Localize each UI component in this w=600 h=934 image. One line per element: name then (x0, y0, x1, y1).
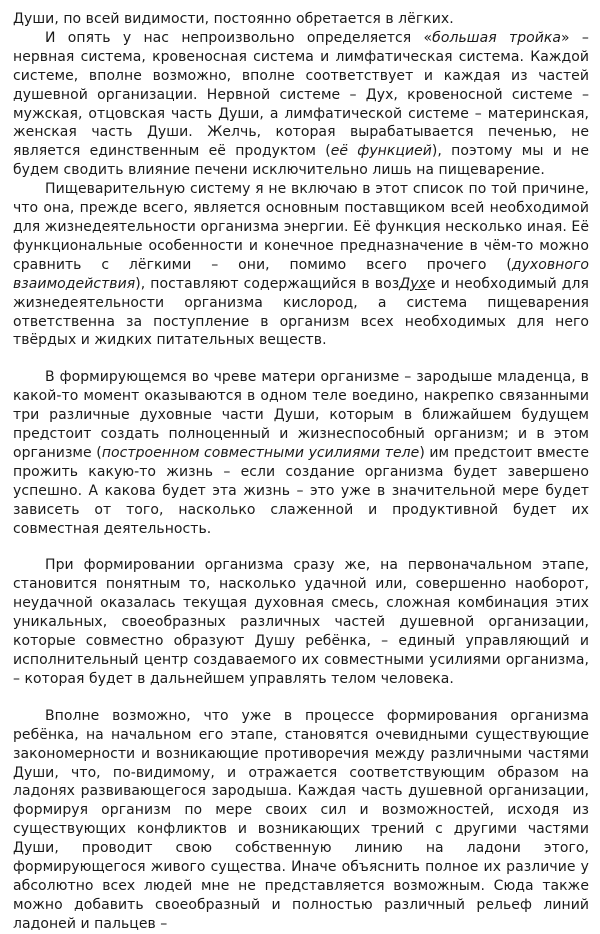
paragraph-digestive-system (13, 180, 589, 350)
emphasis-spiritual-interaction: духовного взаимодействия (13, 256, 589, 292)
text-run: ) им предстоит вместе прожить какую-то жизнь – если создание организма будет завершено успешно. А какова будет эта жизнь – это уже в значительной мере будет зависеть от того, насколько слаженной и продуктивной будет их совместная деятельность. (13, 444, 589, 537)
emphasis-big-three: большая тройка (432, 29, 562, 46)
emphasis-its-function: её функцией (330, 143, 432, 160)
paragraph-big-three (13, 29, 589, 180)
paragraph-continuation: Души, по всей видимости, постоянно обретается в лёгких. (13, 11, 454, 27)
text-run: ), поэтому мы и не будем сводить влияние печени исключительно лишь на пищеварение. (13, 143, 589, 179)
emphasis-built-body: построенном совместными усилиями теле (101, 444, 420, 461)
paragraph-formation: При формировании организма сразу же, на первоначальном этапе, становится понятным то, насколько удачной или, совершенно наоборот, неудачной оказалась текущая духовная смесь, сложная комбинация этих уникальных, своеобразных различных частей душевной организации, которые совместно образуют Душу ребёнка, – единый управляющий и исполнительный центр создаваемого их совместными усилиями организма, – которая будет в дальнейшем управлять телом человека. (13, 557, 589, 687)
text-run: В формирующемся во чреве матери организме – зародыше младенца, в какой-то момент оказываются в одном теле воедино, накрепко связанными три различные духовные части Души, которым в ближайшем будущем предстоит создать полноценный и жизнеспособный организм; и в этом организме ( (13, 369, 589, 461)
text-run: » – нервная система, кровеносная система и лимфатическая система. Каждой системе, вполне возможно, вполне соответствует и каждая из частей душевной организации. Нервной системе – Дух, кровеносной системе – мужская, отцовская часть Души, а лимфатической системе – материнская, женская часть Души. Желчь, которая вырабатывается печенью, не является единственным её продуктом ( (13, 29, 589, 160)
text-run: И опять у нас непроизвольно определяется « (45, 29, 433, 46)
text-run: ), поставляют содержащийся в воз (135, 275, 400, 292)
emphasis-spirit-word: Дух (399, 275, 427, 292)
text-run: е и необходимый для жизнедеятельности организма кислород, а система пищеварения ответственна за поступление в организм всех необходимых для него твёрдых и жидких питательных веществ. (13, 275, 589, 349)
text-run: Пищеварительную систему я не включаю в этот список по той причине, что она, прежде всего, является основным поставщиком всей необходимой для жизнедеятельности организма энергии. Её функция несколько иная. Её функциональные особенности и конечное предназначение в чём-то можно сравнить с лёгкими – они, помимо всего прочего ( (13, 181, 589, 273)
document-page (13, 10, 589, 934)
paragraph-palms: Вполне возможно, что уже в процессе формирования организма ребёнка, на начальном его этапе, становятся очевидными существующие закономерности и возникающие противоречия между различными частями Души, что, по-видимому, и отражается соответствующим образом на ладонях развивающегося зародыша. Каждая часть душевной организации, формируя организм по мере своих сил и возможностей, исходя из существующих конфликтов и возникающих трений с другими частями Души, проводит свою собственную линию на ладони этого, формирующегося живого существа. Иначе объяснить полное их различие у абсолютно всех людей мне не представляется возможным. Сюда также можно добавить своеобразный и полностью различный рельеф линий ладоней и пальцев – (13, 707, 589, 932)
paragraph-embryo (13, 368, 589, 538)
